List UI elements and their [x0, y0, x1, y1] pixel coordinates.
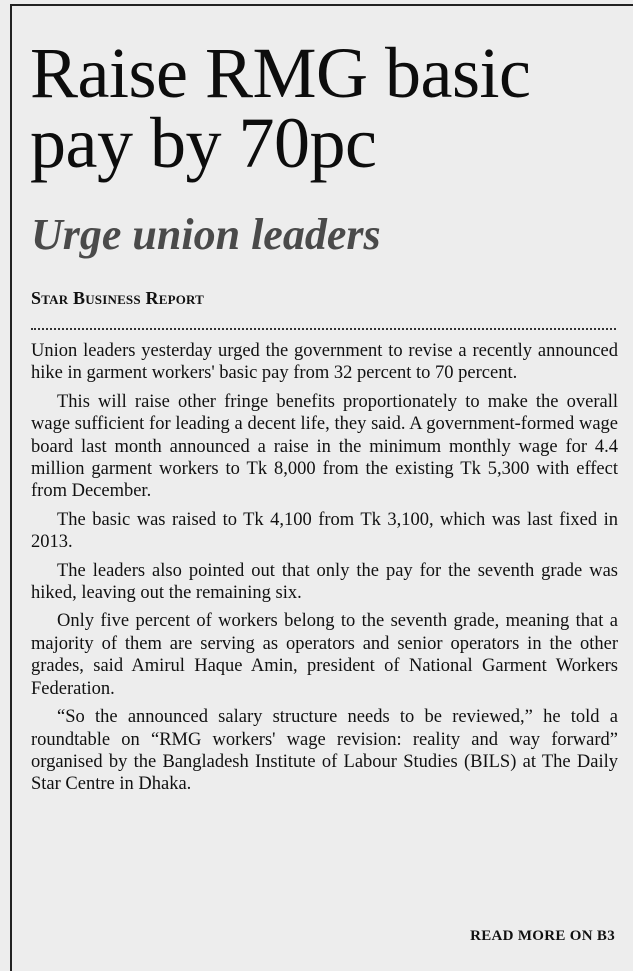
headline: Raise RMG basic pay by 70pc	[30, 33, 531, 183]
paragraph-6: “So the announced salary structure needs to be reviewed,” he told a roundtable on “RMG workers' wage revision: reality and way forward” organised by the Bangladesh Institute of Labour Studies (BILS) at The Daily Star Centre in Dhaka.	[31, 707, 618, 795]
byline: Star Business Report	[31, 288, 205, 308]
left-border-rule	[10, 4, 12, 971]
paragraph-1: Union leaders yesterday urged the government to revise a recently announced hike in garment workers' basic pay from 32 percent to 70 percent.	[31, 341, 618, 384]
article-body	[31, 340, 618, 802]
read-more-link[interactable]: READ MORE ON B3	[470, 928, 615, 944]
top-border-rule	[10, 4, 633, 6]
dotted-divider	[31, 328, 616, 330]
paragraph-2: This will raise other fringe benefits proportionately to make the overall wage sufficient for leading a decent life, they said. A government-formed wage board last month announced a raise in the minimum monthly wage for 4.4 million garment workers to Tk 8,000 from the existing Tk 5,300 with effect from December.	[31, 391, 618, 502]
subheadline: Urge union leaders	[31, 210, 381, 259]
paragraph-5: Only five percent of workers belong to the seventh grade, meaning that a majority of them are serving as operators and senior operators in the other grades, said Amirul Haque Amin, president of National Garment Workers Federation.	[31, 611, 618, 699]
paragraph-3: The basic was raised to Tk 4,100 from Tk 3,100, which was last fixed in 2013.	[31, 509, 618, 553]
paragraph-4: The leaders also pointed out that only the pay for the seventh grade was hiked, leaving out the remaining six.	[31, 560, 618, 604]
